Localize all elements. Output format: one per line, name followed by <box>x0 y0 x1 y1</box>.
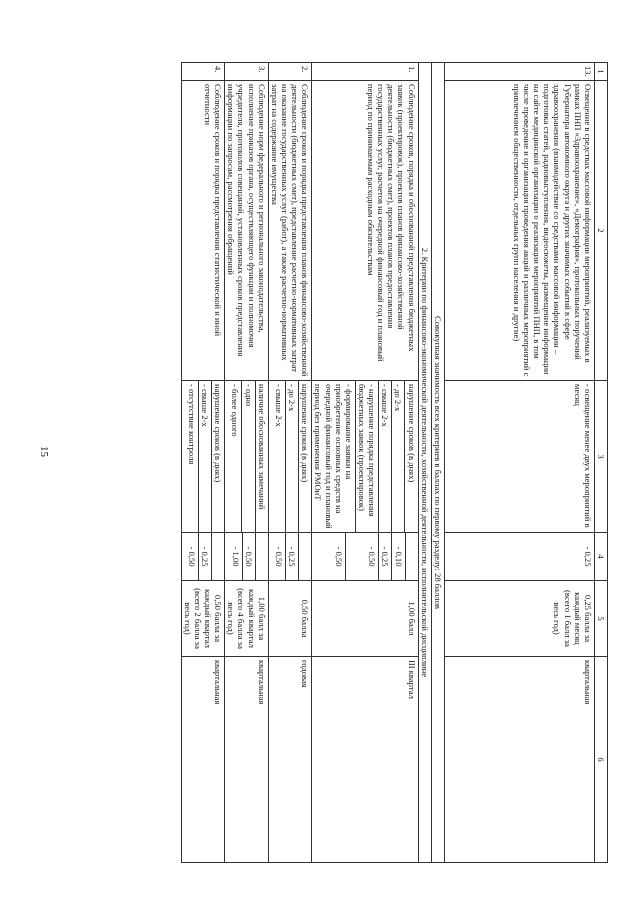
header-row <box>594 63 607 863</box>
section-heading: 2. Критерии по финансово-экономической деятельности, хозяйственной деятельности, исполнительской дисциплине <box>418 63 431 863</box>
condition-item: - одно <box>242 381 255 532</box>
penalty-item <box>299 533 311 580</box>
penalty-item: - 0,50 <box>346 533 379 580</box>
penalty-item <box>406 533 418 580</box>
period-text: квартальная <box>225 657 269 863</box>
condition-item: - свыше 2-х <box>199 381 212 532</box>
total-text: Совокупная значимость всех критериев в баллах по первому разделу: 28 баллов <box>431 63 444 863</box>
row-number: 3. <box>225 63 269 81</box>
criterion-text: Соблюдение сроков и порядка представления планов финансово-хозяйственной деятельности (бюджетных смет), представление расчетно-нормативных затрат на оказание государственных услуг (работ), а также расчетно-нормативных затрат на содержание имущества <box>268 81 312 381</box>
total-row <box>431 63 444 863</box>
table-row <box>181 63 225 863</box>
penalty-item: - 0,25 <box>286 533 299 580</box>
period-text: годовая <box>268 657 312 863</box>
condition-list <box>225 381 269 533</box>
penalty-item: - 0,50 <box>273 533 286 580</box>
condition-list <box>268 381 312 533</box>
period-text: квартальная <box>181 657 225 863</box>
condition-text: - освещение менее двух мероприятий в месяц <box>444 381 594 533</box>
criterion-text: Соблюдение сроков и порядка представления статистической и иной отчетности <box>181 81 225 381</box>
penalty-item: - 0,50 <box>333 533 346 580</box>
penalty-item <box>212 533 224 580</box>
condition-item: - до 2-х <box>392 381 405 532</box>
row-number: 13. <box>444 63 594 81</box>
condition-list <box>181 381 225 533</box>
penalty-item: - 0,10 <box>392 533 405 580</box>
table-row <box>268 63 312 863</box>
penalty-value: - 0,25 <box>444 533 594 581</box>
table-row <box>225 63 269 863</box>
section-heading-row <box>418 63 431 863</box>
header-cell: 2 <box>594 81 607 381</box>
criteria-table <box>181 62 608 863</box>
page-number: 15 <box>38 446 50 457</box>
table-row <box>444 63 594 863</box>
score-text: 0,50 балла <box>268 581 312 657</box>
penalty-item: - 0,50 <box>243 533 256 580</box>
score-text: 1,00 балл за каждый квартал (всего 4 балла за весь год) <box>225 581 269 657</box>
score-text: 0,50 балла за каждый квартал (всего 2 балла за весь год) <box>181 581 225 657</box>
condition-item: - формирование заявки на приобретение основных средств на очередной финансовый год и плановый период без применения РМОиТ <box>312 381 356 532</box>
condition-item: - свыше 2-х <box>379 381 392 532</box>
condition-item: наличие обоснованных замечаний <box>256 384 267 510</box>
period-text: III квартал <box>312 657 418 863</box>
criterion-text: Освещение в средствах массовой информации мероприятий, реализуемых в рамках ПНП «Здравоохранение», «Демография», протокольных поручений Губернатора автономного округа и других значимых событий в сфере здравоохранения (взаимодействие со средствами массовой информации – подготовка статей, радиовыступления, видеосюжеты, размещение информации на сайте медицинской организации о реализации мероприятий ПНП, в том числе проведение и организация проведения акций и различных мероприятий с привлечением общественности, отдельных групп населения и другие) <box>444 81 594 381</box>
penalty-list <box>268 533 312 581</box>
condition-item: нарушение сроков (в днях) <box>406 384 417 483</box>
criterion-text: Соблюдение сроков, порядка и обоснованной представления бюджетных заявок (проектировок), проектов планов финансово-хозяйственной деятельности (бюджетных смет), проектов планов предоставления государственных услуг, расчетов на очередной финансовый год и плановый период по принимаемым расходным обязательствам <box>312 81 418 381</box>
penalty-item: - 0,25 <box>379 533 392 580</box>
condition-item: - отсутствие контроля <box>186 381 199 532</box>
header-cell: 6 <box>594 657 607 863</box>
condition-list <box>312 381 418 533</box>
header-cell: 4 <box>594 533 607 581</box>
row-number: 1. <box>312 63 418 81</box>
row-number: 2. <box>268 63 312 81</box>
penalty-item: - 1,00 <box>229 533 242 580</box>
criterion-text: Соблюдение норм федерального и регионального законодательства, исполнение приказов органа, осуществляющего функции и полномочия учредителя, протоколов совещаний, установленных сроков представления информации по запросам, рассмотрения обращений <box>225 81 269 381</box>
penalty-item: - 0,25 <box>199 533 212 580</box>
penalty-list <box>312 533 418 581</box>
penalty-item <box>256 533 268 580</box>
penalty-list <box>181 533 225 581</box>
condition-item: нарушение сроков (в днях) <box>213 384 224 483</box>
period-text: квартальная <box>444 657 594 863</box>
condition-item: - свыше 2-х <box>273 381 286 532</box>
penalty-list <box>225 533 269 581</box>
header-cell: 3 <box>594 381 607 533</box>
row-number: 4. <box>181 63 225 81</box>
table-row <box>312 63 418 863</box>
score-text: 1,00 балл <box>312 581 418 657</box>
header-cell: 5 <box>594 581 607 657</box>
penalty-item: - 0,50 <box>186 533 199 580</box>
condition-item: - до 2-х <box>286 381 299 532</box>
header-cell: 1 <box>594 63 607 81</box>
condition-item: - нарушение порядка представления бюджетных заявок (проектировок) <box>356 381 379 532</box>
score-text: 0,25 балла за каждый месяц (всего 1 балл за весь год) <box>444 581 594 657</box>
condition-item: нарушение сроков (в днях) <box>300 384 311 483</box>
condition-item: - более одного <box>229 381 242 532</box>
rotated-page <box>181 62 608 863</box>
